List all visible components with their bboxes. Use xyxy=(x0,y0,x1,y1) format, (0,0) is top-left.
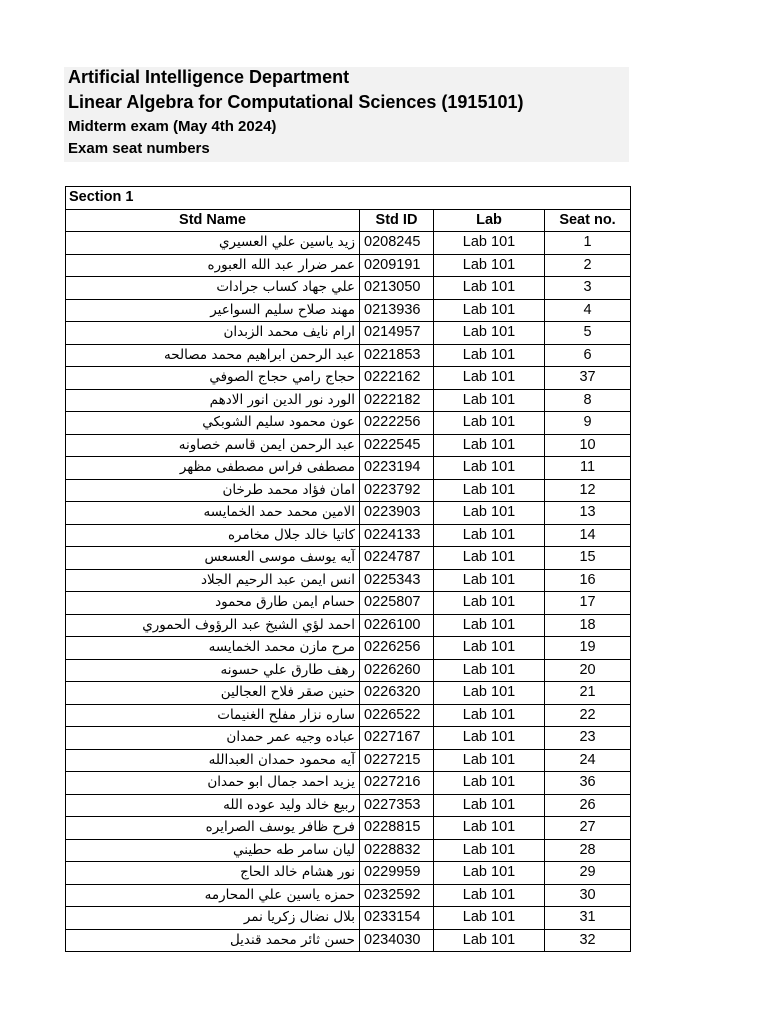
student-id-cell: 0228815 xyxy=(360,817,434,840)
lab-cell: Lab 101 xyxy=(434,479,545,502)
column-header-name: Std Name xyxy=(66,209,360,232)
table-row xyxy=(66,299,631,322)
seat-number-cell: 30 xyxy=(545,884,631,907)
lab-cell: Lab 101 xyxy=(434,232,545,255)
table-row xyxy=(66,749,631,772)
lab-cell: Lab 101 xyxy=(434,569,545,592)
student-name-cell: رهف طارق علي حسونه xyxy=(66,659,360,682)
table-row xyxy=(66,389,631,412)
header-row xyxy=(66,209,631,232)
seat-number-cell: 28 xyxy=(545,839,631,862)
seat-number-cell: 9 xyxy=(545,412,631,435)
department-title: Artificial Intelligence Department xyxy=(68,67,350,87)
student-name-cell: حجاج رامي حجاج الصوفي xyxy=(66,367,360,390)
seat-number-cell: 32 xyxy=(545,929,631,952)
seat-number-cell: 18 xyxy=(545,614,631,637)
student-id-cell: 0223903 xyxy=(360,502,434,525)
table-row xyxy=(66,682,631,705)
student-name-cell: حسام ايمن طارق محمود xyxy=(66,592,360,615)
seat-number-cell: 13 xyxy=(545,502,631,525)
table-row xyxy=(66,277,631,300)
table-row xyxy=(66,457,631,480)
table-row xyxy=(66,232,631,255)
table-row xyxy=(66,569,631,592)
student-id-cell: 0227215 xyxy=(360,749,434,772)
seat-number-cell: 21 xyxy=(545,682,631,705)
student-name-cell: عمر ضرار عبد الله العبوره xyxy=(66,254,360,277)
lab-cell: Lab 101 xyxy=(434,907,545,930)
seat-number-cell: 17 xyxy=(545,592,631,615)
student-name-cell: آيه يوسف موسى العسعس xyxy=(66,547,360,570)
lab-cell: Lab 101 xyxy=(434,727,545,750)
student-id-cell: 0232592 xyxy=(360,884,434,907)
lab-cell: Lab 101 xyxy=(434,884,545,907)
lab-cell: Lab 101 xyxy=(434,659,545,682)
student-id-cell: 0223792 xyxy=(360,479,434,502)
seat-number-cell: 23 xyxy=(545,727,631,750)
student-name-cell: عون محمود سليم الشوبكي xyxy=(66,412,360,435)
lab-cell: Lab 101 xyxy=(434,367,545,390)
lab-cell: Lab 101 xyxy=(434,749,545,772)
lab-cell: Lab 101 xyxy=(434,794,545,817)
table-row xyxy=(66,929,631,952)
student-name-cell: مصطفى فراس مصطفى مظهر xyxy=(66,457,360,480)
table-row xyxy=(66,254,631,277)
student-name-cell: آيه محمود حمدان العبدالله xyxy=(66,749,360,772)
lab-cell: Lab 101 xyxy=(434,682,545,705)
student-id-cell: 0226256 xyxy=(360,637,434,660)
table-row xyxy=(66,502,631,525)
seat-table-body xyxy=(66,187,631,952)
student-id-cell: 0208245 xyxy=(360,232,434,255)
student-name-cell: مهند صلاح سليم السواعير xyxy=(66,299,360,322)
student-id-cell: 0209191 xyxy=(360,254,434,277)
seat-number-cell: 6 xyxy=(545,344,631,367)
lab-cell: Lab 101 xyxy=(434,704,545,727)
seat-number-cell: 5 xyxy=(545,322,631,345)
table-row xyxy=(66,794,631,817)
lab-cell: Lab 101 xyxy=(434,929,545,952)
student-id-cell: 0226522 xyxy=(360,704,434,727)
lab-cell: Lab 101 xyxy=(434,344,545,367)
student-id-cell: 0224133 xyxy=(360,524,434,547)
table-row xyxy=(66,344,631,367)
seat-number-cell: 4 xyxy=(545,299,631,322)
student-id-cell: 0225343 xyxy=(360,569,434,592)
student-name-cell: حسن ثائر محمد قنديل xyxy=(66,929,360,952)
student-name-cell: عبد الرحمن ابراهيم محمد مصالحه xyxy=(66,344,360,367)
table-row xyxy=(66,479,631,502)
exam-title: Midterm exam (May 4th 2024) xyxy=(68,118,277,135)
student-id-cell: 0233154 xyxy=(360,907,434,930)
section-label: Section 1 xyxy=(66,187,631,210)
student-name-cell: ربيع خالد وليد عوده الله xyxy=(66,794,360,817)
student-id-cell: 0225807 xyxy=(360,592,434,615)
seat-number-cell: 8 xyxy=(545,389,631,412)
student-name-cell: احمد لؤي الشيخ عبد الرؤوف الحموري xyxy=(66,614,360,637)
student-id-cell: 0227216 xyxy=(360,772,434,795)
seat-number-cell: 24 xyxy=(545,749,631,772)
column-header-seat: Seat no. xyxy=(545,209,631,232)
table-row xyxy=(66,434,631,457)
seat-number-cell: 37 xyxy=(545,367,631,390)
student-id-cell: 0223194 xyxy=(360,457,434,480)
student-id-cell: 0234030 xyxy=(360,929,434,952)
table-row xyxy=(66,727,631,750)
lab-cell: Lab 101 xyxy=(434,299,545,322)
seat-number-cell: 11 xyxy=(545,457,631,480)
student-name-cell: انس ايمن عبد الرحيم الجلاد xyxy=(66,569,360,592)
student-name-cell: حنين صقر فلاح العجالين xyxy=(66,682,360,705)
table-row xyxy=(66,839,631,862)
seat-number-cell: 26 xyxy=(545,794,631,817)
student-name-cell: فرح ظافر يوسف الصرايره xyxy=(66,817,360,840)
column-header-id: Std ID xyxy=(360,209,434,232)
student-name-cell: ليان سامر طه حطيني xyxy=(66,839,360,862)
student-name-cell: علي جهاد كساب جرادات xyxy=(66,277,360,300)
lab-cell: Lab 101 xyxy=(434,524,545,547)
column-header-lab: Lab xyxy=(434,209,545,232)
seat-number-cell: 27 xyxy=(545,817,631,840)
document-header xyxy=(64,67,629,162)
student-id-cell: 0222256 xyxy=(360,412,434,435)
lab-cell: Lab 101 xyxy=(434,592,545,615)
table-row xyxy=(66,592,631,615)
table-row xyxy=(66,524,631,547)
student-name-cell: الورد نور الدين انور الادهم xyxy=(66,389,360,412)
table-row xyxy=(66,637,631,660)
document-subtitle: Exam seat numbers xyxy=(68,140,210,157)
student-id-cell: 0228832 xyxy=(360,839,434,862)
student-id-cell: 0226320 xyxy=(360,682,434,705)
student-id-cell: 0213050 xyxy=(360,277,434,300)
student-name-cell: ساره نزار مفلح الغنيمات xyxy=(66,704,360,727)
seat-number-cell: 22 xyxy=(545,704,631,727)
seat-number-cell: 20 xyxy=(545,659,631,682)
lab-cell: Lab 101 xyxy=(434,502,545,525)
seat-number-cell: 15 xyxy=(545,547,631,570)
course-title: Linear Algebra for Computational Sciences (1915101) xyxy=(68,92,524,112)
seat-number-cell: 10 xyxy=(545,434,631,457)
seat-number-cell: 3 xyxy=(545,277,631,300)
lab-cell: Lab 101 xyxy=(434,434,545,457)
student-name-cell: ارام نايف محمد الزبدان xyxy=(66,322,360,345)
lab-cell: Lab 101 xyxy=(434,254,545,277)
student-name-cell: عبد الرحمن ايمن قاسم خصاونه xyxy=(66,434,360,457)
table-row xyxy=(66,907,631,930)
table-row xyxy=(66,367,631,390)
student-name-cell: كاتيا خالد جلال مخامره xyxy=(66,524,360,547)
table-row xyxy=(66,412,631,435)
student-id-cell: 0229959 xyxy=(360,862,434,885)
section-row xyxy=(66,187,631,210)
student-id-cell: 0213936 xyxy=(360,299,434,322)
seat-number-cell: 31 xyxy=(545,907,631,930)
seat-number-cell: 1 xyxy=(545,232,631,255)
seat-number-cell: 14 xyxy=(545,524,631,547)
table-row xyxy=(66,772,631,795)
student-name-cell: نور هشام خالد الحاج xyxy=(66,862,360,885)
student-id-cell: 0226260 xyxy=(360,659,434,682)
seat-table xyxy=(65,186,631,952)
student-name-cell: مرح مازن محمد الخمايسه xyxy=(66,637,360,660)
student-name-cell: حمزه ياسين علي المحارمه xyxy=(66,884,360,907)
table-row xyxy=(66,704,631,727)
seat-number-cell: 36 xyxy=(545,772,631,795)
seat-number-cell: 2 xyxy=(545,254,631,277)
student-name-cell: بلال نضال زكريا نمر xyxy=(66,907,360,930)
lab-cell: Lab 101 xyxy=(434,839,545,862)
table-row xyxy=(66,884,631,907)
student-id-cell: 0222162 xyxy=(360,367,434,390)
lab-cell: Lab 101 xyxy=(434,457,545,480)
lab-cell: Lab 101 xyxy=(434,412,545,435)
student-name-cell: امان فؤاد محمد طرخان xyxy=(66,479,360,502)
table-row xyxy=(66,659,631,682)
seat-number-cell: 29 xyxy=(545,862,631,885)
table-row xyxy=(66,547,631,570)
lab-cell: Lab 101 xyxy=(434,277,545,300)
student-id-cell: 0227167 xyxy=(360,727,434,750)
student-id-cell: 0222182 xyxy=(360,389,434,412)
table-row xyxy=(66,862,631,885)
lab-cell: Lab 101 xyxy=(434,322,545,345)
lab-cell: Lab 101 xyxy=(434,862,545,885)
lab-cell: Lab 101 xyxy=(434,389,545,412)
student-name-cell: زيد ياسين علي العسيري xyxy=(66,232,360,255)
table-row xyxy=(66,322,631,345)
lab-cell: Lab 101 xyxy=(434,772,545,795)
seat-number-cell: 12 xyxy=(545,479,631,502)
lab-cell: Lab 101 xyxy=(434,637,545,660)
table-row xyxy=(66,614,631,637)
student-name-cell: عباده وجيه عمر حمدان xyxy=(66,727,360,750)
student-id-cell: 0222545 xyxy=(360,434,434,457)
student-id-cell: 0214957 xyxy=(360,322,434,345)
student-name-cell: الامين محمد حمد الخمايسه xyxy=(66,502,360,525)
lab-cell: Lab 101 xyxy=(434,614,545,637)
lab-cell: Lab 101 xyxy=(434,547,545,570)
seat-number-cell: 16 xyxy=(545,569,631,592)
table-row xyxy=(66,817,631,840)
student-id-cell: 0227353 xyxy=(360,794,434,817)
student-id-cell: 0224787 xyxy=(360,547,434,570)
student-id-cell: 0221853 xyxy=(360,344,434,367)
lab-cell: Lab 101 xyxy=(434,817,545,840)
student-name-cell: يزيد احمد جمال ابو حمدان xyxy=(66,772,360,795)
student-id-cell: 0226100 xyxy=(360,614,434,637)
seat-number-cell: 19 xyxy=(545,637,631,660)
